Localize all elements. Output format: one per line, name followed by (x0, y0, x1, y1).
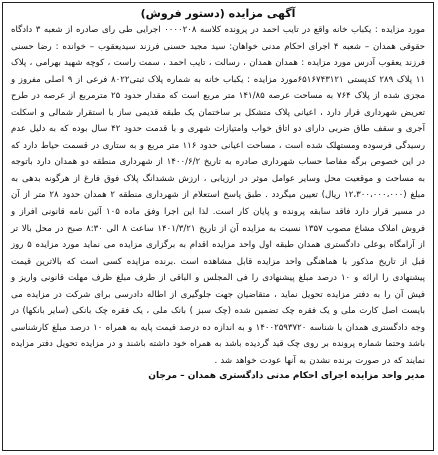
notice-body: مورد مزایده : یکباب خانه واقع در تایب احمد در پرونده کلاسه ۰۰۰۰۲۰۸ اجرایی طی رای صادره از شعبه ۳ دادگاه حقوقی همدان – شعبه ۴ اجرای احکام مدنی خواهان: سید مجید حسنی فرزند سیدیعقوب – خوانده : رضا حسنی فرزند یعقوب آدرس مورد مزایده : همدان همدان ، رسالت ، تایب احمد ، سمت راست ، کوچه شهید بهرامی ، پلاک ۱۱ پلاک ۲۸۹ کدپستی ۶۵۱۶۷۴۳۱۲۱مورد مزایده : یکباب خانه به شماره پلاک ثبتی۸۰۲۲ فرعی از ۹ اصلی مفروز و مجزی شده از پلاک ۷۶۴ به مساحت عرصه ۱۴۱/۸۵ متر مربع است که مقدار حدود ۲۵ مترمربع از عرصه در طرح تعریض شهرداری قرار دارد ، اعیانی پلاک متشکل بر ساختمان یک طبقه قدیمی ساز با استقرار شمالی و اسکلت آجری و سقف طاق ضربی دارای دو اتاق خواب وامتیازات شهری و با قدمت حدود ۴۲ سال بوده که به دلیل عدم رسیدگی فرسوده ومستهلک شده است ، مساحت اعیانی حدود ۱۱۶ متر مربع و به ستاری در قسمت حیاط دارد که در این خصوص برگه مفاصا حساب شهرداری صادره به تاریخ ۱۴۰۰/۶/۲ از شهرداری منطقه دو همدان دارد باتوجه به مساحت و موقعیت محل وسایر عوامل موثر در ارزیابی ، ارزش ششدانگ پلاک فوق فارغ از هرگونه بدهی به مبلغ (۱۲،۳۰۰،۰۰۰،۰۰۰ ریال) تعیین میگردد . طبق پاسخ استعلام از شهرداری منطقه ۲ همدان حدود ۲۸ متر از آن در مسیر قرار دارد فاقد سابقه پرونده و پایان کار است. لذا این اجرا وفق ماده ۱۰۵ آئین نامه قانونی افراز و فروش املاک مشاع مصوب ۱۳۵۷ نسبت به مزایده آن از تاریخ ۱۴۰۱/۳/۲۱ ساعت ۸ الی ۸:۳۰ صبح در محل بالا تر از آرامگاه بوعلی دادگستری همدان طبقه اول واحد مزایده اقدام به برگزاری مزایده می نماید مورد مزایده ۵ روز قبل از تاریخ مذکور با هماهنگی واحد مزایده قابل مشاهده است .برنده مزایده کسی است که بالاترین قیمت پیشنهادی را ارائه و ۱۰ درصد مبلغ پیشنهادی را فی المجلس و الباقی از طرف مبلغ ظرف مهلت قانونی واریز و فیش آن را به دفتر مزایده تحویل نماید ، متقاضیان جهت جلوگیری از اطاله دادرسی برای شرکت در مزایده می بایست اصل کارت ملی و یک فقره چک تضمین شده (چک سبز ) بانک ملی ، یک فقره چک بانکی (سایر بانکها) در وجه دادگستری همدان با شناسه ۱۴۰۰۲۵۹۳۷۲۰ و به اندازه ده درصد قیمت پایه به همراه ۱۰ درصد مبلغ کارشناسی باشد وحتما شماره پرونده بر روی چک قید گردیده باشد به همراه خود داشته باشند و در مزایده تحویل دفتر مزایده نمایند که در صورت برنده نشدن به آنها عودت خواهد شد . (11, 25, 426, 366)
auction-notice (2, 2, 434, 451)
notice-title: آگهی مزایده (دستور فروش) (140, 7, 296, 20)
notice-signature: مدیر واحد مزایده اجرای احکام مدنی دادگستری همدان – مرجان (148, 371, 425, 382)
